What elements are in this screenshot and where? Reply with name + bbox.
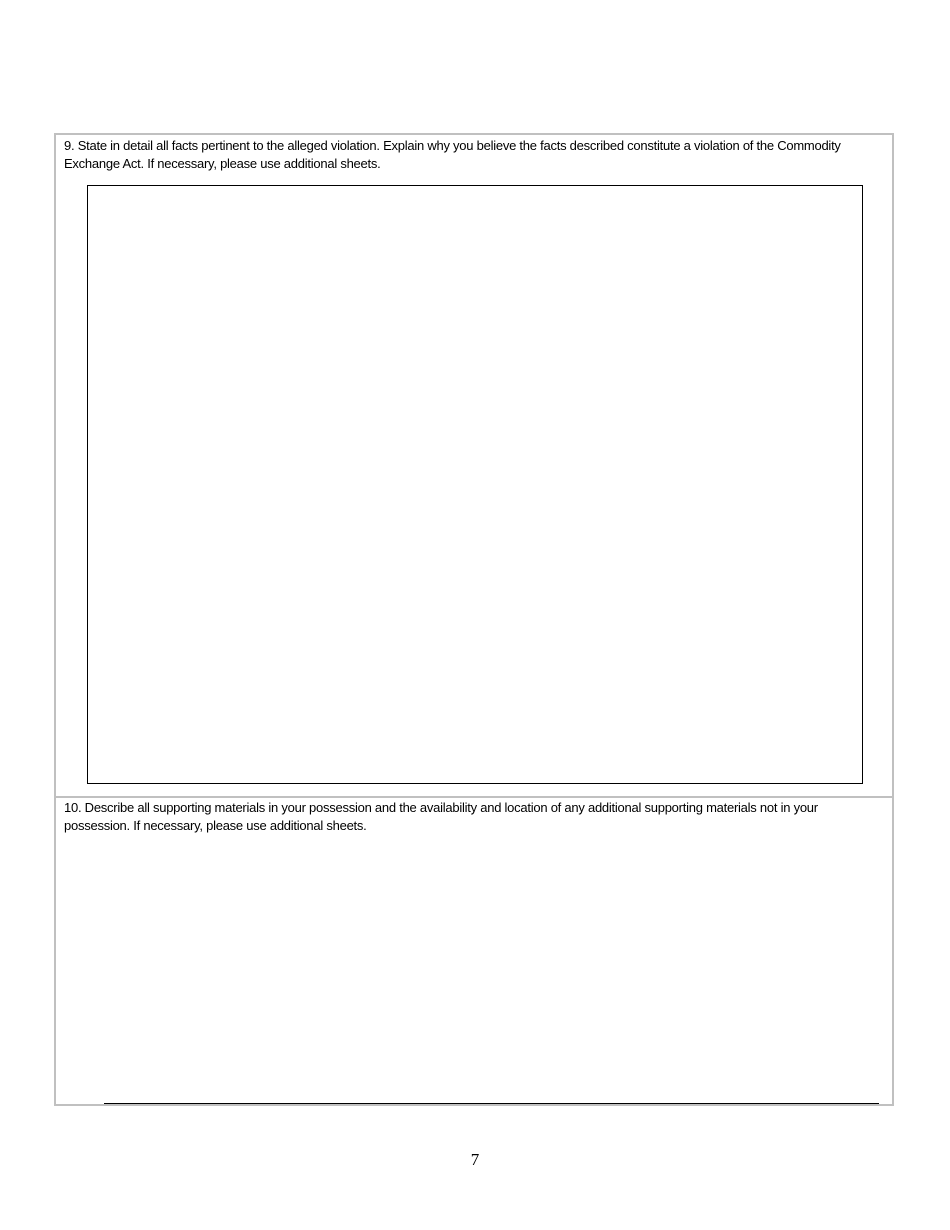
- form-section: [54, 133, 894, 1106]
- question-9-field-box: [87, 185, 863, 784]
- bottom-rule: [104, 1103, 879, 1104]
- question-9-label: 9. State in detail all facts pertinent to the alleged violation. Explain why you believe the facts described constitute a violation of the Commodity Exchange Act. If necessary, please use additional sheets.: [64, 138, 841, 171]
- question-9-textarea[interactable]: [88, 186, 862, 783]
- page-number: 7: [470, 1150, 480, 1169]
- section-divider: [56, 796, 892, 798]
- question-10-label: 10. Describe all supporting materials in your possession and the availability and location of any additional supporting materials not in your possession. If necessary, please use additional sheets.: [64, 800, 818, 833]
- question-10-textarea[interactable]: [64, 845, 888, 1104]
